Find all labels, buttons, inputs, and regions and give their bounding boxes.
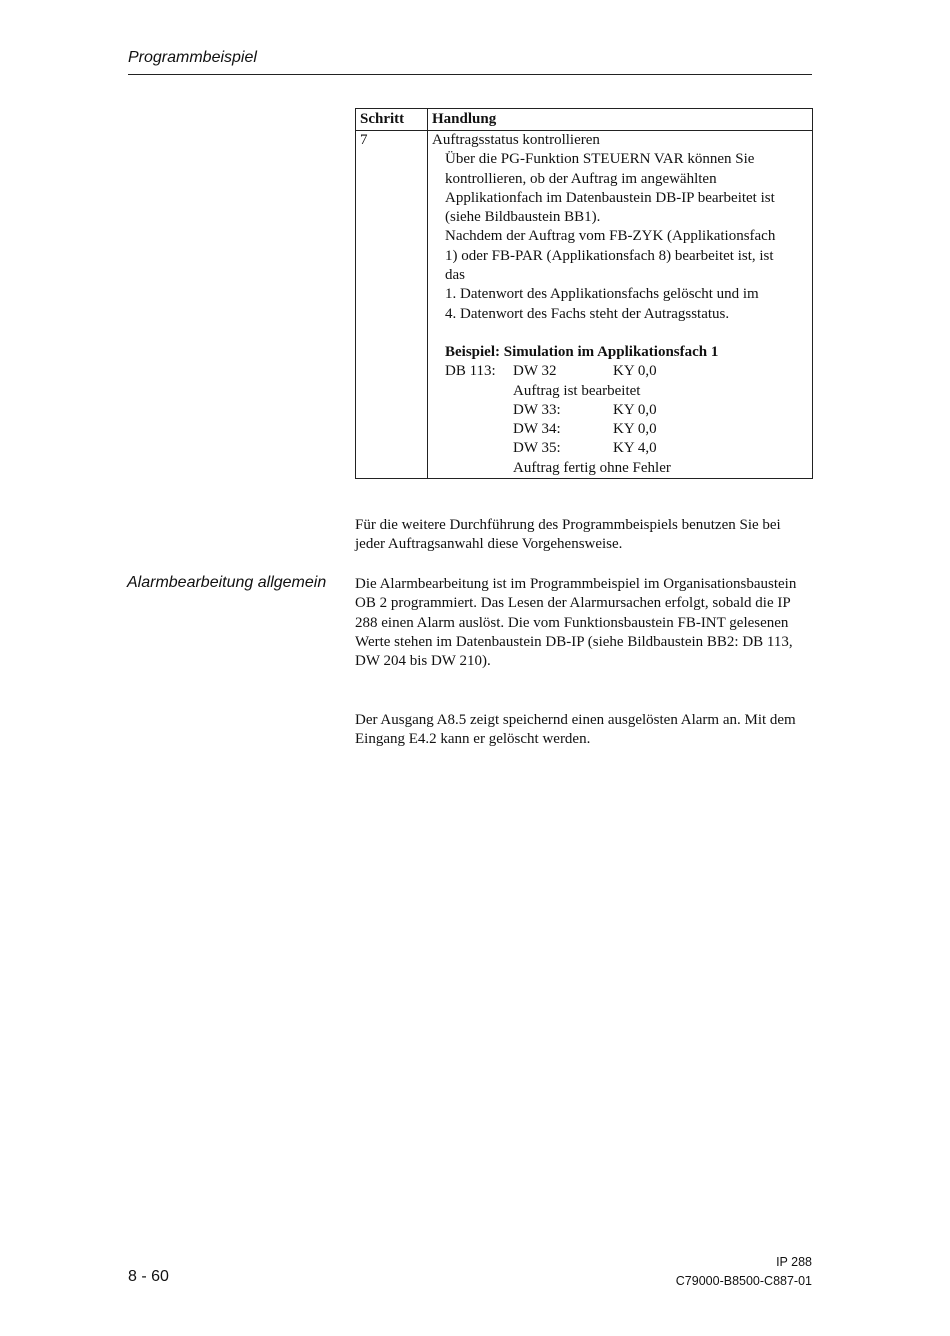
action-description	[432, 150, 808, 478]
paragraph-procedure: Für die weitere Durchführung des Programmbeispiels benutzen Sie bei jeder Auftragsanwahl diese Vorgehensweise.	[355, 517, 781, 553]
example-dw: DW 33:	[513, 401, 561, 418]
header-rule	[128, 74, 812, 75]
text-line: 4. Datenwort des Fachs steht der Autragsstatus.	[445, 305, 730, 322]
product-name: IP 288	[776, 1255, 812, 1269]
action-title: Auftragsstatus kontrollieren	[432, 132, 600, 148]
example-db-row	[445, 362, 808, 381]
example-value: KY 0,0	[613, 421, 657, 438]
example-dw-row	[445, 420, 808, 439]
example-title: Beispiel: Simulation im Applikationsfach 1	[445, 343, 719, 360]
table-header-row	[356, 109, 813, 131]
paragraph-alarm-output: Der Ausgang A8.5 zeigt speichernd einen ausgelösten Alarm an. Mit dem Eingang E4.2 kann er gelöscht werden.	[355, 712, 796, 748]
order-number: C79000-B8500-C887-01	[675, 1274, 812, 1288]
example-note: Auftrag fertig ohne Fehler	[513, 459, 671, 476]
example-note: Auftrag ist bearbeitet	[513, 382, 641, 399]
text-line: Applikationfach im Datenbaustein DB-IP bearbeitet ist	[445, 189, 775, 206]
example-dw-row	[445, 401, 808, 420]
example-dw: DW 34:	[513, 421, 561, 438]
example-dw: DW 32	[513, 363, 557, 380]
text-line: Über die PG-Funktion STEUERN VAR können Sie	[445, 151, 755, 168]
page-number: 8 - 60	[128, 1268, 169, 1285]
example-value: KY 0,0	[613, 401, 657, 418]
text-line: (siehe Bildbaustein BB1).	[445, 209, 601, 226]
side-heading-alarm: Alarmbearbeitung allgemein	[127, 574, 327, 591]
text-line: kontrollieren, ob der Auftrag im angewählten	[445, 170, 717, 187]
running-header: Programmbeispiel	[128, 49, 257, 66]
table-row	[356, 131, 813, 479]
steps-table	[355, 108, 813, 479]
action-cell	[428, 131, 813, 479]
text-line: Nachdem der Auftrag vom FB-ZYK (Applikationsfach	[445, 228, 776, 245]
example-dw-row	[445, 439, 808, 458]
column-header-action: Handlung	[428, 109, 813, 131]
example-dw: DW 35:	[513, 440, 561, 457]
example-value: KY 4,0	[613, 440, 657, 457]
text-line: das	[445, 267, 465, 284]
step-number: 7	[356, 131, 428, 479]
paragraph-alarm-processing: Die Alarmbearbeitung ist im Programmbeispiel im Organisationsbaustein OB 2 programmiert. Das Lesen der Alarmursachen erfolgt, sobald die IP 288 einen Alarm auslöst. Die vom Funktionsbaustein FB-INT gelesenen Werte stehen im Datenbaustein DB-IP (siehe Bildbaustein BB2: DB 113, DW 204 bis DW 210).	[355, 576, 797, 670]
example-db: DB 113:	[445, 363, 496, 380]
footer-product-info	[676, 1253, 812, 1291]
text-line: 1. Datenwort des Applikationsfachs gelöscht und im	[445, 286, 759, 303]
column-header-step: Schritt	[356, 109, 428, 131]
text-line: 1) oder FB-PAR (Applikationsfach 8) bearbeitet ist, ist	[445, 247, 774, 264]
example-value: KY 0,0	[613, 363, 657, 380]
